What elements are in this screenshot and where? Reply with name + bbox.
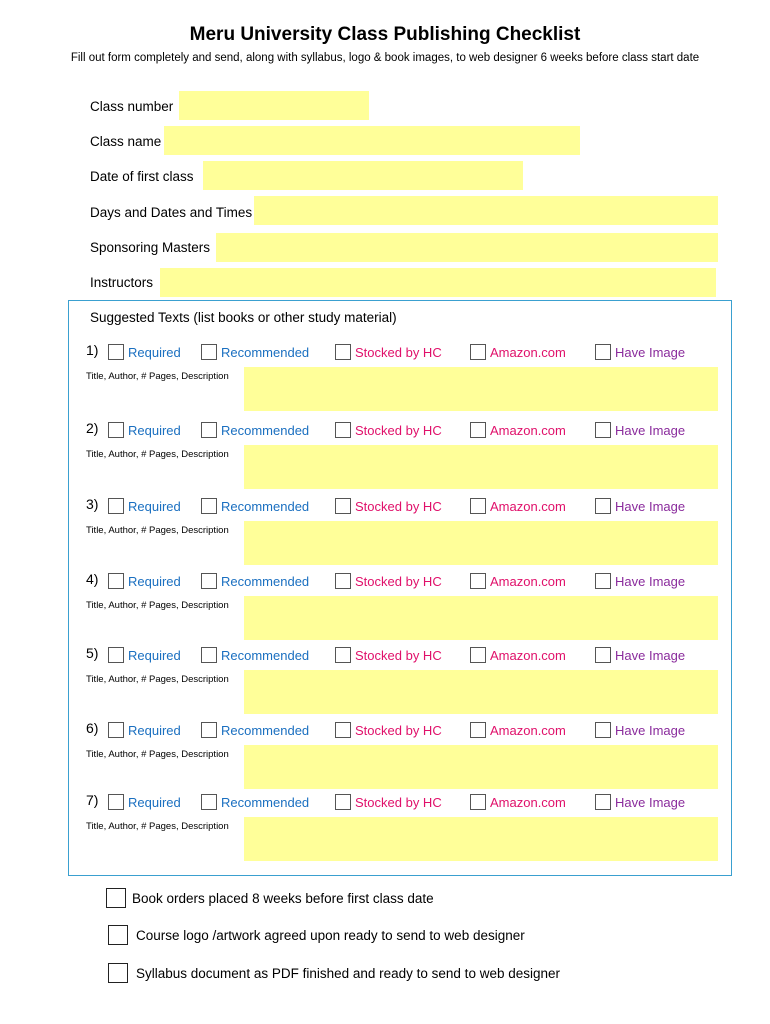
item-1-stocked-label: Stocked by HC [355, 345, 442, 360]
item-6-stocked-checkbox[interactable] [335, 722, 351, 738]
item-5-have-image-checkbox[interactable] [595, 647, 611, 663]
item-1-detail-field[interactable] [244, 367, 718, 411]
item-4-have-image-label: Have Image [615, 574, 686, 589]
item-7-detail-label: Title, Author, # Pages, Description [86, 821, 229, 832]
days-dates-times-label: Days and Dates and Times [90, 205, 253, 220]
item-1-stocked-checkbox[interactable] [335, 344, 351, 360]
item-2-detail-label: Title, Author, # Pages, Description [86, 449, 229, 460]
item-4-number: 4) [86, 571, 99, 587]
item-5-stocked-label: Stocked by HC [355, 648, 442, 663]
item-3-detail-field[interactable] [244, 521, 718, 565]
item-2-required-checkbox[interactable] [108, 422, 124, 438]
suggested-texts-heading: Suggested Texts (list books or other study material) [90, 310, 397, 325]
item-2-amazon-label: Amazon.com [490, 423, 566, 438]
item-3-recommended-checkbox[interactable] [201, 498, 217, 514]
item-5-amazon-label: Amazon.com [490, 648, 566, 663]
item-4-detail-field[interactable] [244, 596, 718, 640]
checklist-label-course-logo: Course logo /artwork agreed upon ready to send to web designer [136, 928, 525, 943]
item-7-amazon-label: Amazon.com [490, 795, 566, 810]
instructors-field[interactable] [160, 268, 716, 297]
item-3-have-image-label: Have Image [615, 499, 686, 514]
item-1-detail-label: Title, Author, # Pages, Description [86, 371, 229, 382]
class-number-label: Class number [90, 99, 174, 114]
item-2-required-label: Required [128, 423, 181, 438]
item-7-required-checkbox[interactable] [108, 794, 124, 810]
item-3-required-checkbox[interactable] [108, 498, 124, 514]
item-5-have-image-label: Have Image [615, 648, 686, 663]
item-4-recommended-label: Recommended [221, 574, 310, 589]
item-3-recommended-label: Recommended [221, 499, 310, 514]
item-7-amazon-checkbox[interactable] [470, 794, 486, 810]
item-1-amazon-checkbox[interactable] [470, 344, 486, 360]
date-first-class-label: Date of first class [90, 169, 194, 184]
item-4-have-image-checkbox[interactable] [595, 573, 611, 589]
item-6-have-image-label: Have Image [615, 723, 686, 738]
item-3-stocked-label: Stocked by HC [355, 499, 442, 514]
item-6-recommended-label: Recommended [221, 723, 310, 738]
checklist-checkbox-course-logo[interactable] [108, 925, 128, 945]
item-7-recommended-checkbox[interactable] [201, 794, 217, 810]
item-6-required-checkbox[interactable] [108, 722, 124, 738]
item-2-amazon-checkbox[interactable] [470, 422, 486, 438]
item-5-number: 5) [86, 645, 99, 661]
item-3-detail-label: Title, Author, # Pages, Description [86, 525, 229, 536]
item-6-number: 6) [86, 720, 99, 736]
checklist-label-syllabus: Syllabus document as PDF finished and ready to send to web designer [136, 966, 560, 981]
item-2-have-image-checkbox[interactable] [595, 422, 611, 438]
item-2-number: 2) [86, 420, 99, 436]
class-name-field[interactable] [164, 126, 580, 155]
item-6-amazon-label: Amazon.com [490, 723, 566, 738]
item-6-stocked-label: Stocked by HC [355, 723, 442, 738]
item-1-required-checkbox[interactable] [108, 344, 124, 360]
item-4-amazon-label: Amazon.com [490, 574, 566, 589]
item-3-amazon-label: Amazon.com [490, 499, 566, 514]
item-5-detail-field[interactable] [244, 670, 718, 714]
item-5-required-label: Required [128, 648, 181, 663]
item-7-stocked-label: Stocked by HC [355, 795, 442, 810]
item-2-have-image-label: Have Image [615, 423, 686, 438]
item-1-number: 1) [86, 342, 99, 358]
sponsoring-masters-label: Sponsoring Masters [90, 240, 211, 255]
item-2-stocked-checkbox[interactable] [335, 422, 351, 438]
item-1-recommended-label: Recommended [221, 345, 310, 360]
item-4-stocked-label: Stocked by HC [355, 574, 442, 589]
item-7-required-label: Required [128, 795, 181, 810]
item-7-stocked-checkbox[interactable] [335, 794, 351, 810]
checklist-checkbox-book-orders[interactable] [106, 888, 126, 908]
item-5-amazon-checkbox[interactable] [470, 647, 486, 663]
item-7-have-image-label: Have Image [615, 795, 686, 810]
item-3-number: 3) [86, 496, 99, 512]
item-7-have-image-checkbox[interactable] [595, 794, 611, 810]
item-6-have-image-checkbox[interactable] [595, 722, 611, 738]
item-7-number: 7) [86, 792, 99, 808]
checklist-checkbox-syllabus[interactable] [108, 963, 128, 983]
item-6-required-label: Required [128, 723, 181, 738]
item-4-detail-label: Title, Author, # Pages, Description [86, 600, 229, 611]
item-2-recommended-label: Recommended [221, 423, 310, 438]
sponsoring-masters-field[interactable] [216, 233, 718, 262]
item-5-required-checkbox[interactable] [108, 647, 124, 663]
item-3-amazon-checkbox[interactable] [470, 498, 486, 514]
item-3-stocked-checkbox[interactable] [335, 498, 351, 514]
item-4-amazon-checkbox[interactable] [470, 573, 486, 589]
item-4-required-label: Required [128, 574, 181, 589]
item-2-stocked-label: Stocked by HC [355, 423, 442, 438]
item-6-detail-label: Title, Author, # Pages, Description [86, 749, 229, 760]
item-5-stocked-checkbox[interactable] [335, 647, 351, 663]
item-1-amazon-label: Amazon.com [490, 345, 566, 360]
form-title: Meru University Class Publishing Checklist [189, 24, 581, 45]
class-name-label: Class name [90, 134, 162, 149]
instructors-label: Instructors [90, 275, 154, 290]
item-2-recommended-checkbox[interactable] [201, 422, 217, 438]
form-subtitle: Fill out form completely and send, along with syllabus, logo & book images, to web designer 6 weeks before class start date [70, 52, 700, 64]
item-2-detail-field[interactable] [244, 445, 718, 489]
item-3-have-image-checkbox[interactable] [595, 498, 611, 514]
item-5-recommended-checkbox[interactable] [201, 647, 217, 663]
item-5-recommended-label: Recommended [221, 648, 310, 663]
item-5-detail-label: Title, Author, # Pages, Description [86, 674, 229, 685]
item-3-required-label: Required [128, 499, 181, 514]
checklist-label-book-orders: Book orders placed 8 weeks before first class date [132, 891, 434, 906]
item-6-amazon-checkbox[interactable] [470, 722, 486, 738]
item-6-detail-field[interactable] [244, 745, 718, 789]
item-4-recommended-checkbox[interactable] [201, 573, 217, 589]
days-dates-times-field[interactable] [254, 196, 718, 225]
item-4-required-checkbox[interactable] [108, 573, 124, 589]
date-first-class-field[interactable] [203, 161, 523, 190]
class-number-field[interactable] [179, 91, 369, 120]
item-1-required-label: Required [128, 345, 181, 360]
item-6-recommended-checkbox[interactable] [201, 722, 217, 738]
item-1-have-image-checkbox[interactable] [595, 344, 611, 360]
item-1-have-image-label: Have Image [615, 345, 686, 360]
item-7-detail-field[interactable] [244, 817, 718, 861]
item-7-recommended-label: Recommended [221, 795, 310, 810]
item-4-stocked-checkbox[interactable] [335, 573, 351, 589]
item-1-recommended-checkbox[interactable] [201, 344, 217, 360]
